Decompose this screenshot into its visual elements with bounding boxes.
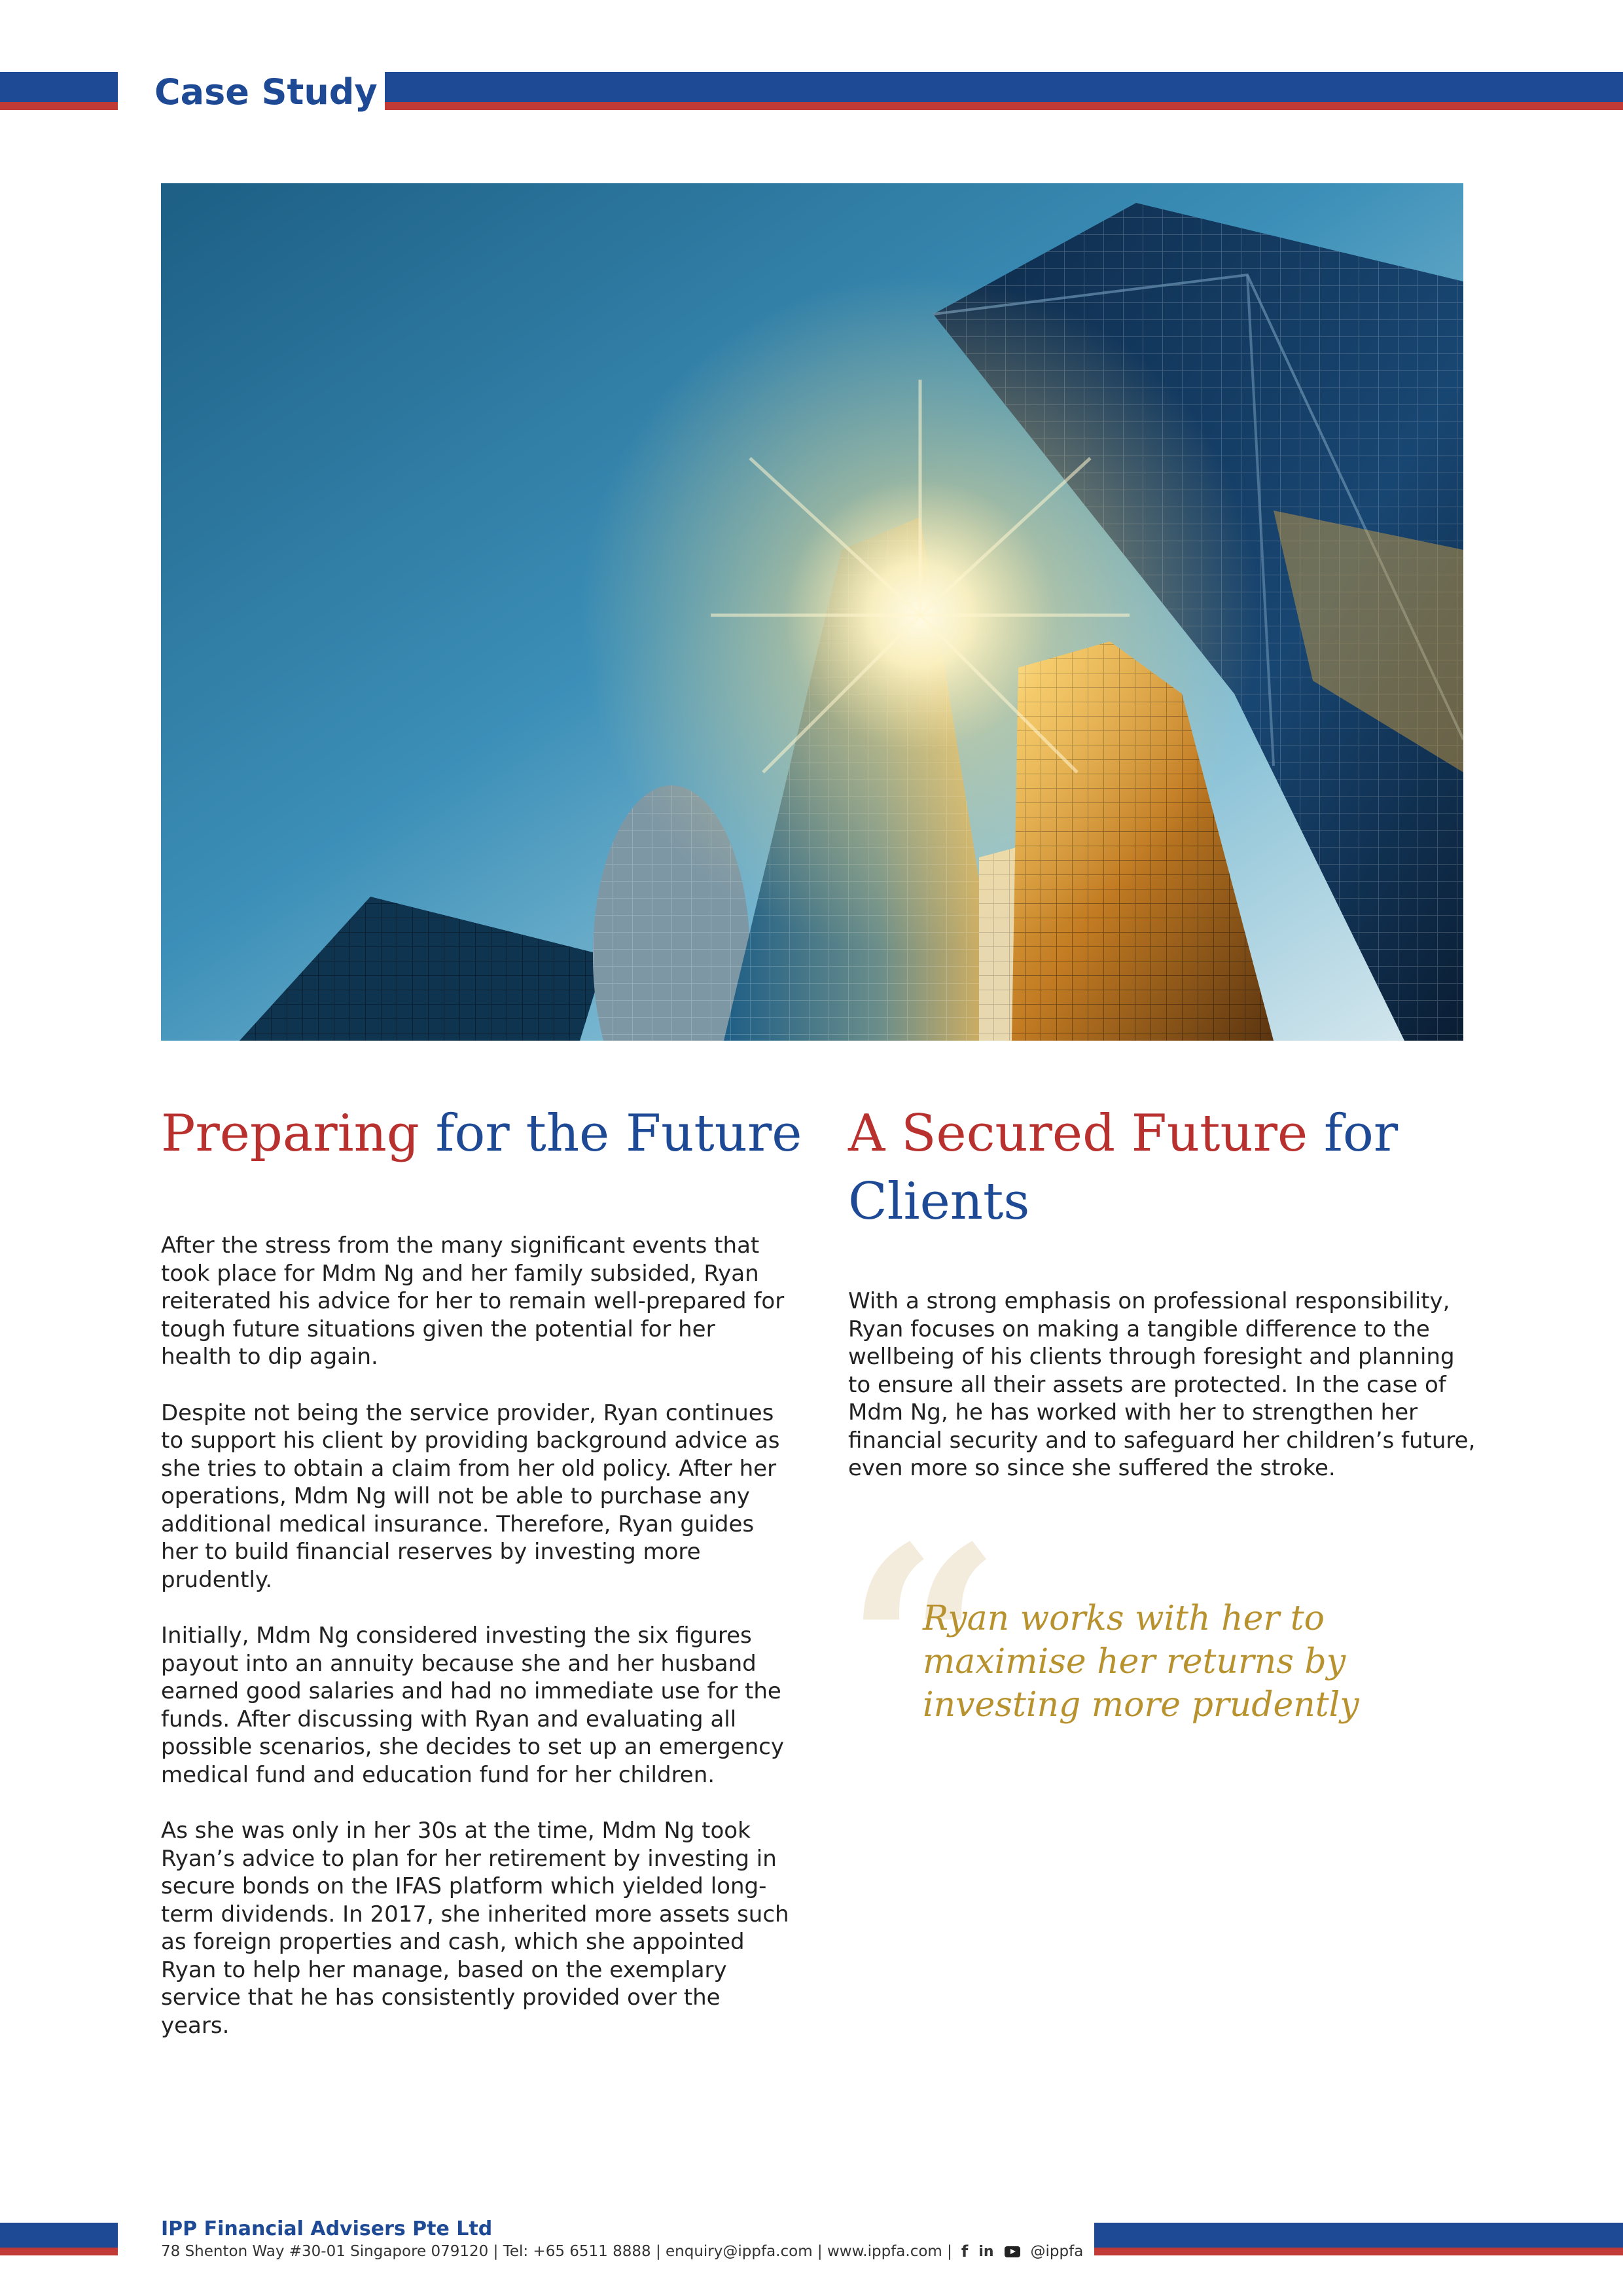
social-handle[interactable]: @ippfa (1030, 2243, 1084, 2260)
hero-image (161, 183, 1463, 1041)
left-column-body (161, 1232, 789, 2068)
right-column-body (848, 1287, 1476, 1511)
footer-bar-right-red (1094, 2248, 1623, 2255)
right-heading (848, 1100, 1398, 1236)
footer-contact (161, 2242, 1083, 2261)
header-bar-right-blue (385, 72, 1623, 102)
right-heading-line2: Clients (848, 1172, 1030, 1231)
header-bar-left-blue (0, 72, 118, 102)
left-heading-accent: Preparing (161, 1104, 419, 1163)
header-bar-left-red (0, 102, 118, 110)
right-paragraph-1: With a strong emphasis on professional responsibility, Ryan focuses on making a tangible difference to the wellbeing of his clients through foresight and planning to ensure all their assets are protected. In the case of Mdm Ng, he has worked with her to strengthen her financial security and to safeguard her children’s future, even more so since she suffered the stroke. (848, 1288, 1476, 1481)
footer-social (961, 2242, 1083, 2261)
footer-bar-left-blue (0, 2223, 118, 2248)
pull-quote: Ryan works with her to maximise her returns by investing more prudently (923, 1599, 1359, 1725)
left-heading (161, 1100, 802, 1168)
header-bar-right-red (385, 102, 1623, 110)
quote-mark-icon: “ (844, 1488, 1003, 1810)
right-heading-accent: A Secured Future (848, 1104, 1308, 1163)
left-paragraph-4: As she was only in her 30s at the time, Mdm Ng took Ryan’s advice to plan for her retirement by investing in secure bonds on the IFAS platform which yielded long-term dividends. In 2017, she inherited more assets such as foreign properties and cash, which she appointed Ryan to help her manage, based on the exemplary service that he has consistently provided over the years. (161, 1818, 789, 2039)
facebook-icon[interactable]: f (961, 2242, 969, 2261)
left-paragraph-3: Initially, Mdm Ng considered investing the six figures payout into an annuity because she and her husband earned good salaries and had no immediate use for the funds. After discussing with Ryan and evaluating all possible scenarios, she decides to set up an emergency medical fund and education fund for her children. (161, 1623, 784, 1788)
section-label: Case Study (154, 71, 378, 113)
footer-company-name: IPP Financial Advisers Pte Ltd (161, 2217, 493, 2240)
footer-contact-text: 78 Shenton Way #30-01 Singapore 079120 | Tel: +65 6511 8888 | enquiry@ippfa.com | www.ippfa.com | (161, 2243, 952, 2260)
left-heading-rest: for the Future (419, 1104, 802, 1163)
footer-bar-left-red (0, 2248, 118, 2255)
linkedin-icon[interactable]: in (978, 2243, 994, 2260)
left-paragraph-2: Despite not being the service provider, Ryan continues to support his client by providing background advice as she tries to obtain a claim from her old policy. After her operations, Mdm Ng will not be able to purchase any additional medical insurance. Therefore, Ryan guides her to build financial reserves by investing more prudently. (161, 1399, 780, 1593)
youtube-icon[interactable] (1005, 2246, 1020, 2257)
footer-bar-right-blue (1094, 2223, 1623, 2248)
left-paragraph-1: After the stress from the many significant events that took place for Mdm Ng and her family subsided, Ryan reiterated his advice for her to remain well-prepared for tough future situations given the potential for her health to dip again. (161, 1232, 785, 1370)
skyscrapers-sunlight-photo (161, 183, 1463, 1041)
right-heading-rest: for (1308, 1104, 1399, 1163)
